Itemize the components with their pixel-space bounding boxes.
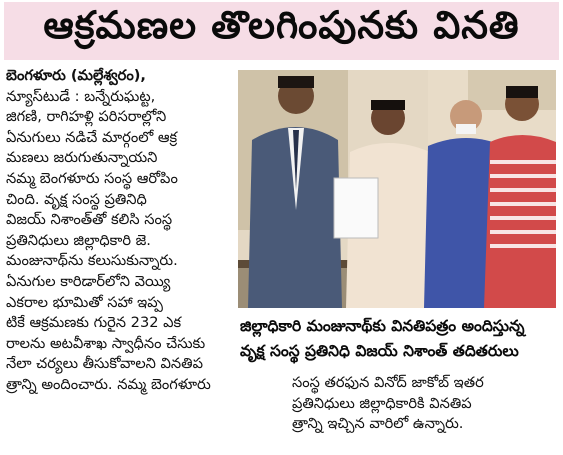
body-line: మణలు జరుగుతున్నాయని <box>6 149 158 167</box>
body-line: విజయ్ నిశాంత్‌తో కలిసి సంస్థ <box>6 211 173 229</box>
body-line: త్రాన్ని ఇచ్చిన వారిలో ఉన్నారు. <box>292 415 464 433</box>
body-line: ప్రతినిధులు జిల్లాధికారి జె. <box>6 231 151 249</box>
body-line: మంజునాథ్‌ను కలుసుకున్నారు. <box>6 252 178 270</box>
body-line: న్యూస్‌టుడే : బన్నేరుఘట్ట, <box>6 87 156 105</box>
article-body-right <box>292 373 558 435</box>
body-line: ఏనుగులు నడిచే మార్గంలో ఆక్ర <box>6 128 178 146</box>
body-line: ఎకరాల భూమితో సహా ఇప్ప <box>6 293 163 311</box>
caption-line: జిల్లాధికారి మంజునాథ్‌కు వినతిపత్రం అందిస్తున్న <box>240 317 525 335</box>
body-line: రాలను అటవీశాఖ స్వాధీనం చేసుకు <box>6 334 206 352</box>
body-line: త్రాన్ని అందించారు. నమ్మ బెంగళూరు <box>6 375 211 393</box>
body-line: నేలా చర్యలు తీసుకోవాలని వినతిప <box>6 355 203 373</box>
body-line: ప్రతినిధులు జిల్లాధికారికి వినతిప <box>292 394 472 412</box>
headline: ఆక్రమణల తొలగింపునకు వినతి <box>4 2 559 60</box>
body-line: టికే ఆక్రమణకు గురైన 232 ఎక <box>6 314 182 332</box>
body-line: చింది. వృక్ష సంస్థ ప్రతినిధి <box>6 190 147 208</box>
body-line: జిగణి, రాగిహళ్లి పరిసరాల్లోని <box>6 108 167 126</box>
body-line: సంస్థ తరఫున వినోద్ జాకోబ్ ఇతర <box>292 374 484 391</box>
news-photo <box>238 70 556 308</box>
photo-illustration <box>238 70 556 308</box>
article-body-left <box>6 66 236 396</box>
photo-caption <box>240 314 558 364</box>
body-line: ఏనుగుల కారిడార్‌లోని వెయ్యి <box>6 272 171 290</box>
dateline: బెంగళూరు (మల్లేశ్వరం), <box>6 67 146 84</box>
caption-line: వృక్ష సంస్థ ప్రతినిధి విజయ్ నిశాంత్ తదితరులు <box>240 342 519 360</box>
body-line: నమ్మ బెంగళూరు సంస్థ ఆరోపిం <box>6 169 178 187</box>
